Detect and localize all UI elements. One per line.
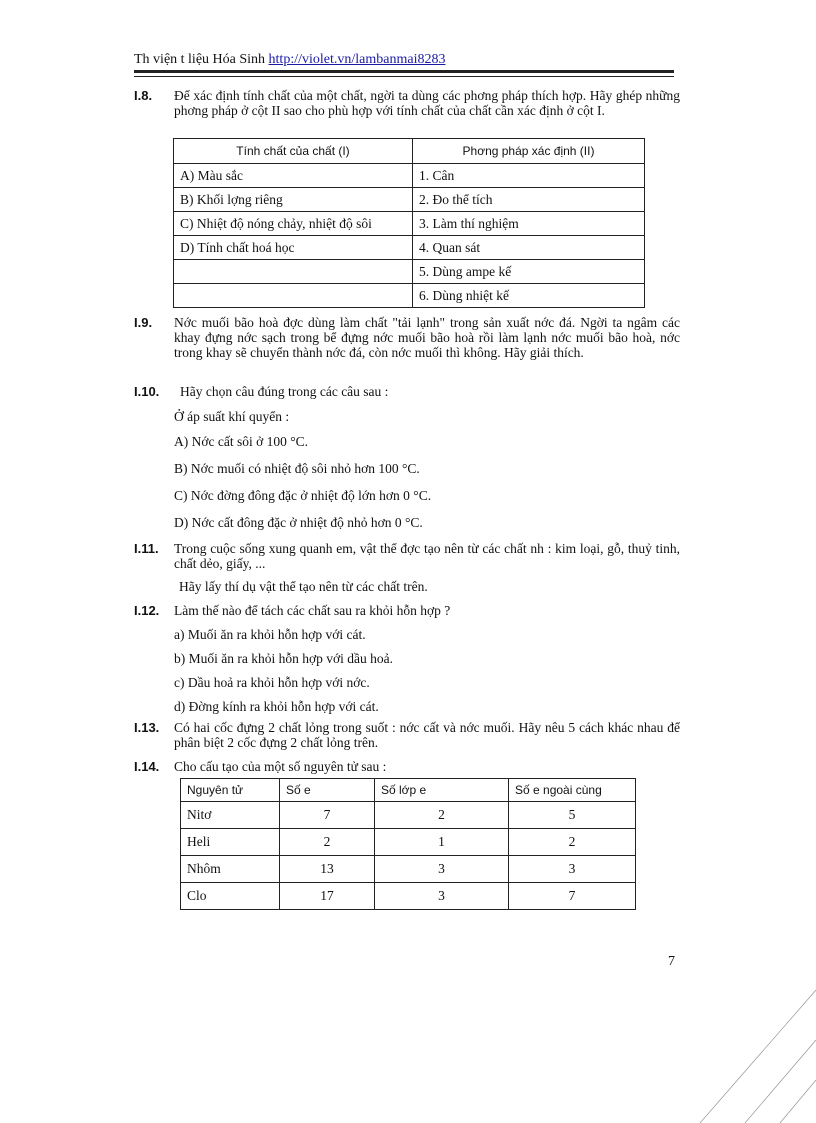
atom-structure-table <box>180 778 636 910</box>
table-header-row <box>181 779 636 802</box>
table-cell: 3 <box>375 883 509 910</box>
table-cell: 7 <box>509 883 636 910</box>
table-row <box>181 829 636 856</box>
table-cell: 1. Cân <box>413 164 645 188</box>
question-text: Nớc muối bão hoà đợc dùng làm chất "tải lạnh" trong sản xuất nớc đá. Ngời ta ngâm các khay đựng nớc sạch trong bể đựng nớc muối bão hoà rồi làm lạnh nớc muối bão hoà, nớc trong khay sẽ chuyển thành nớc đá, còn nớc muối thì không. Hãy giải thích. <box>174 315 680 360</box>
question-text: Hãy chọn câu đúng trong các câu sau : <box>180 384 389 399</box>
table-cell: 17 <box>280 883 375 910</box>
question-i10 <box>134 384 682 534</box>
question-text: Để xác định tính chất của một chất, ngời ta dùng các phơng pháp thích hợp. Hãy ghép những phơng pháp ở cột II sao cho phù hợp với tính chất của chất cần xác định ở cột I. <box>174 88 680 118</box>
table-cell: 13 <box>280 856 375 883</box>
table-cell: B) Khối lợng riêng <box>174 188 413 212</box>
table-cell: 6. Dùng nhiệt kế <box>413 284 645 308</box>
answer-option: C) Nớc đờng đông đặc ở nhiệt độ lớn hơn 0 °C. <box>174 488 432 503</box>
answer-option: d) Đờng kính ra khỏi hỗn hợp với cát. <box>174 699 379 714</box>
question-i13 <box>134 720 682 754</box>
table-cell: Heli <box>181 829 280 856</box>
table-cell: Nhôm <box>181 856 280 883</box>
scan-line <box>700 990 816 1123</box>
properties-methods-table <box>173 138 645 308</box>
table-cell: 7 <box>280 802 375 829</box>
table-header-row <box>174 139 645 164</box>
question-number: I.14. <box>134 759 160 774</box>
table-row <box>174 236 645 260</box>
table-row <box>181 802 636 829</box>
table-cell: C) Nhiệt độ nóng chảy, nhiệt độ sôi <box>174 212 413 236</box>
table-cell: A) Màu sắc <box>174 164 413 188</box>
table-cell: 3. Làm thí nghiệm <box>413 212 645 236</box>
table-cell: 3 <box>509 856 636 883</box>
question-number: I.9. <box>134 315 153 330</box>
table-cell: 1 <box>375 829 509 856</box>
question-i9 <box>134 315 682 377</box>
question-number: I.13. <box>134 720 160 735</box>
question-subtext: Hãy lấy thí dụ vật thể tạo nên từ các chất trên. <box>179 579 428 594</box>
column-header: Phơng pháp xác định (II) <box>413 139 645 164</box>
table-row <box>174 284 645 308</box>
table-cell: Clo <box>181 883 280 910</box>
question-i14 <box>134 759 682 777</box>
table-cell: 5. Dùng ampe kế <box>413 260 645 284</box>
table-cell: D) Tính chất hoá học <box>174 236 413 260</box>
page-header <box>134 52 674 70</box>
column-header: Số e ngoài cùng <box>509 779 636 802</box>
header-rule-thick <box>134 70 674 73</box>
question-number: I.10. <box>134 384 160 399</box>
table-cell <box>174 284 413 308</box>
table-cell: 5 <box>509 802 636 829</box>
question-text: Trong cuộc sống xung quanh em, vật thể đợc tạo nên từ các chất nh : kim loại, gỗ, thuỷ tinh, chất dẻo, giấy, ... <box>174 541 680 571</box>
table-cell: 4. Quan sát <box>413 236 645 260</box>
answer-option: D) Nớc cất đông đặc ở nhiệt độ nhỏ hơn 0 °C. <box>174 515 423 530</box>
question-intro: Ở áp suất khí quyển : <box>174 409 290 424</box>
scan-line <box>745 1040 816 1123</box>
table-row <box>174 164 645 188</box>
question-text: Cho cấu tạo của một số nguyên tử sau : <box>174 759 387 774</box>
table-cell: 2 <box>509 829 636 856</box>
header-rule-thin <box>134 76 674 77</box>
answer-option: c) Dầu hoả ra khỏi hỗn hợp với nớc. <box>174 675 370 690</box>
header-title: Th viện t liệu Hóa Sinh <box>134 52 266 67</box>
column-header: Tính chất của chất (I) <box>174 139 413 164</box>
question-text: Làm thế nào để tách các chất sau ra khỏi hỗn hợp ? <box>174 603 451 618</box>
answer-option: A) Nớc cất sôi ở 100 °C. <box>174 434 309 449</box>
table-cell: 2 <box>280 829 375 856</box>
column-header: Số lớp e <box>375 779 509 802</box>
question-number: I.8. <box>134 88 153 103</box>
table-row <box>174 212 645 236</box>
column-header: Số e <box>280 779 375 802</box>
question-number: I.11. <box>134 541 159 556</box>
question-text: Có hai cốc đựng 2 chất lỏng trong suốt : nớc cất và nớc muối. Hãy nêu 5 cách khác nhau để phân biệt 2 cốc đựng 2 chất lỏng trên. <box>174 720 680 750</box>
table-row <box>174 260 645 284</box>
table-row <box>181 856 636 883</box>
answer-option: B) Nớc muối có nhiệt độ sôi nhỏ hơn 100 °C. <box>174 461 420 476</box>
header-link[interactable]: http://violet.vn/lambanmai8283 <box>268 52 446 67</box>
answer-option: b) Muối ăn ra khỏi hỗn hợp với dầu hoả. <box>174 651 393 666</box>
table-cell: 3 <box>375 856 509 883</box>
question-i11 <box>134 541 682 597</box>
table-cell: Nitơ <box>181 802 280 829</box>
table-cell: 2 <box>375 802 509 829</box>
question-i12 <box>134 603 682 713</box>
table-row <box>181 883 636 910</box>
column-header: Nguyên tử <box>181 779 280 802</box>
table-cell <box>174 260 413 284</box>
table-cell: 2. Đo thể tích <box>413 188 645 212</box>
scan-line <box>780 1080 816 1123</box>
question-i8 <box>134 88 682 134</box>
table-row <box>174 188 645 212</box>
answer-option: a) Muối ăn ra khỏi hỗn hợp với cát. <box>174 627 366 642</box>
page-number: 7 <box>668 954 675 969</box>
question-number: I.12. <box>134 603 160 618</box>
